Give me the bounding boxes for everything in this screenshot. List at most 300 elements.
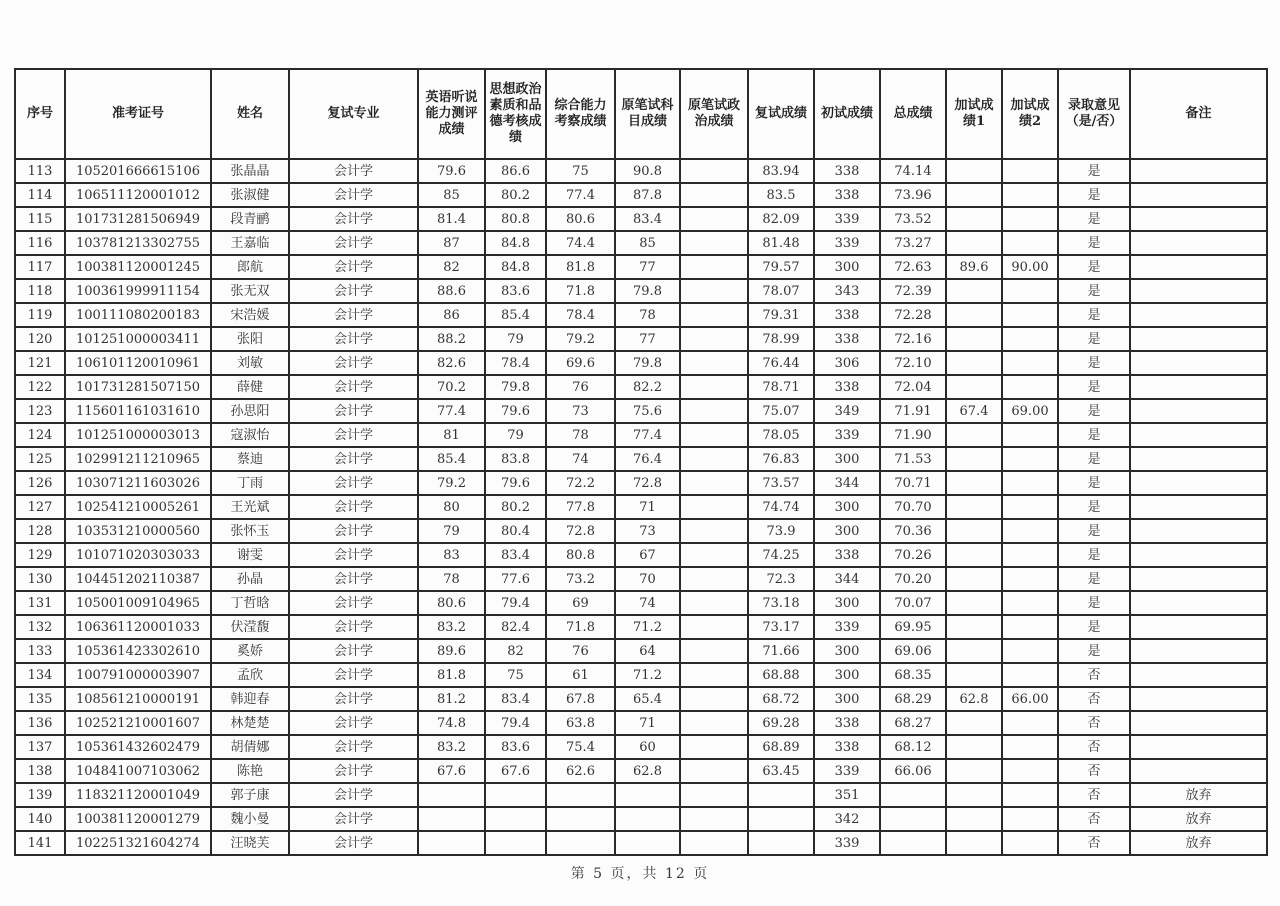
table-cell: 300	[814, 687, 880, 711]
table-cell: 104451202110387	[65, 567, 211, 591]
table-cell	[680, 519, 748, 543]
header-cell: 加试成绩1	[946, 69, 1002, 159]
table-cell	[1002, 423, 1058, 447]
table-cell: 张淑健	[211, 183, 289, 207]
table-cell: 108561210000191	[65, 687, 211, 711]
table-cell: 否	[1058, 711, 1130, 735]
table-cell	[615, 783, 680, 807]
table-cell: 82.2	[615, 375, 680, 399]
table-cell: 67	[615, 543, 680, 567]
table-cell: 韩迎春	[211, 687, 289, 711]
table-cell	[946, 207, 1002, 231]
table-row	[15, 663, 1267, 687]
header-cell: 总成绩	[880, 69, 946, 159]
table-row	[15, 303, 1267, 327]
table-cell: 会计学	[289, 591, 418, 615]
table-cell: 会计学	[289, 687, 418, 711]
table-cell: 71.91	[880, 399, 946, 423]
table-cell: 73	[615, 519, 680, 543]
table-cell	[946, 543, 1002, 567]
table-cell	[946, 159, 1002, 183]
table-row	[15, 807, 1267, 831]
table-cell	[946, 735, 1002, 759]
table-cell: 77.6	[485, 567, 546, 591]
table-row	[15, 543, 1267, 567]
table-cell: 71.90	[880, 423, 946, 447]
table-cell: 339	[814, 831, 880, 855]
table-cell: 78.4	[485, 351, 546, 375]
table-cell: 130	[15, 567, 65, 591]
table-cell: 张无双	[211, 279, 289, 303]
table-cell: 103781213302755	[65, 231, 211, 255]
table-cell: 会计学	[289, 783, 418, 807]
table-cell	[1130, 759, 1267, 783]
table-cell: 72.3	[748, 567, 814, 591]
table-cell: 339	[814, 231, 880, 255]
table-cell: 80.8	[546, 543, 615, 567]
table-cell: 351	[814, 783, 880, 807]
table-cell: 69.95	[880, 615, 946, 639]
table-cell	[1002, 159, 1058, 183]
header-cell: 英语听说能力测评成绩	[418, 69, 485, 159]
table-cell	[1002, 183, 1058, 207]
table-cell: 刘敏	[211, 351, 289, 375]
table-cell: 79.4	[485, 711, 546, 735]
table-cell: 140	[15, 807, 65, 831]
table-row	[15, 399, 1267, 423]
table-cell: 会计学	[289, 543, 418, 567]
table-cell: 68.35	[880, 663, 946, 687]
table-cell	[418, 807, 485, 831]
table-cell: 73.9	[748, 519, 814, 543]
table-cell: 74.25	[748, 543, 814, 567]
table-row	[15, 831, 1267, 855]
table-cell: 74.74	[748, 495, 814, 519]
table-cell	[680, 183, 748, 207]
table-cell: 薛健	[211, 375, 289, 399]
table-cell: 74	[615, 591, 680, 615]
table-cell: 78.05	[748, 423, 814, 447]
table-cell: 339	[814, 759, 880, 783]
header-cell: 综合能力考察成绩	[546, 69, 615, 159]
table-cell: 69	[546, 591, 615, 615]
table-cell: 87.8	[615, 183, 680, 207]
table-cell: 会计学	[289, 471, 418, 495]
table-cell: 77.4	[615, 423, 680, 447]
table-cell: 是	[1058, 423, 1130, 447]
table-cell	[946, 327, 1002, 351]
table-cell: 会计学	[289, 519, 418, 543]
header-cell: 备注	[1130, 69, 1267, 159]
table-cell: 300	[814, 639, 880, 663]
table-cell: 会计学	[289, 375, 418, 399]
header-cell: 加试成绩2	[1002, 69, 1058, 159]
table-cell	[946, 591, 1002, 615]
table-cell: 338	[814, 183, 880, 207]
table-cell: 79.8	[485, 375, 546, 399]
table-cell: 68.12	[880, 735, 946, 759]
table-cell: 62.8	[615, 759, 680, 783]
table-cell: 114	[15, 183, 65, 207]
table-cell	[680, 663, 748, 687]
table-cell: 79.8	[615, 279, 680, 303]
table-cell: 119	[15, 303, 65, 327]
table-cell: 72.04	[880, 375, 946, 399]
table-row	[15, 207, 1267, 231]
table-cell: 77.8	[546, 495, 615, 519]
table-cell: 100361999911154	[65, 279, 211, 303]
table-cell: 73	[546, 399, 615, 423]
table-cell: 81.48	[748, 231, 814, 255]
table-cell: 64	[615, 639, 680, 663]
table-cell	[680, 279, 748, 303]
table-row	[15, 495, 1267, 519]
table-cell: 孙晶	[211, 567, 289, 591]
table-cell: 77.4	[418, 399, 485, 423]
table-cell: 是	[1058, 399, 1130, 423]
table-cell: 73.27	[880, 231, 946, 255]
table-row	[15, 471, 1267, 495]
table-cell	[680, 255, 748, 279]
table-cell: 72.39	[880, 279, 946, 303]
table-cell: 80	[418, 495, 485, 519]
table-cell: 77.4	[546, 183, 615, 207]
table-cell: 78	[615, 303, 680, 327]
table-cell: 86.6	[485, 159, 546, 183]
table-cell: 71	[615, 495, 680, 519]
table-cell: 103071211603026	[65, 471, 211, 495]
table-cell	[680, 759, 748, 783]
header-cell: 原笔试科目成绩	[615, 69, 680, 159]
table-cell	[1130, 591, 1267, 615]
table-cell	[946, 351, 1002, 375]
table-cell: 300	[814, 495, 880, 519]
table-cell: 是	[1058, 207, 1130, 231]
table-cell: 66.00	[1002, 687, 1058, 711]
table-cell	[946, 807, 1002, 831]
table-cell: 会计学	[289, 159, 418, 183]
table-cell	[1002, 639, 1058, 663]
table-cell	[680, 231, 748, 255]
table-cell: 87	[418, 231, 485, 255]
table-cell: 103531210000560	[65, 519, 211, 543]
table-cell: 71.8	[546, 615, 615, 639]
table-cell: 343	[814, 279, 880, 303]
table-cell: 116	[15, 231, 65, 255]
table-cell: 会计学	[289, 615, 418, 639]
table-cell	[680, 159, 748, 183]
table-cell	[1002, 495, 1058, 519]
table-cell: 63.45	[748, 759, 814, 783]
header-cell: 准考证号	[65, 69, 211, 159]
table-cell	[1002, 567, 1058, 591]
table-cell: 71.53	[880, 447, 946, 471]
table-cell: 是	[1058, 495, 1130, 519]
table-cell	[946, 711, 1002, 735]
table-cell: 是	[1058, 447, 1130, 471]
table-cell: 79	[418, 519, 485, 543]
table-cell: 84.8	[485, 231, 546, 255]
table-row	[15, 159, 1267, 183]
table-cell	[680, 831, 748, 855]
table-cell	[946, 279, 1002, 303]
table-cell: 是	[1058, 591, 1130, 615]
table-cell: 是	[1058, 543, 1130, 567]
table-cell: 69.06	[880, 639, 946, 663]
table-cell: 349	[814, 399, 880, 423]
table-cell: 100381120001245	[65, 255, 211, 279]
table-cell: 342	[814, 807, 880, 831]
table-cell	[1130, 567, 1267, 591]
table-row	[15, 759, 1267, 783]
table-cell: 是	[1058, 279, 1130, 303]
table-cell: 115601161031610	[65, 399, 211, 423]
table-cell: 88.2	[418, 327, 485, 351]
table-cell: 83.6	[485, 735, 546, 759]
table-cell: 张晶晶	[211, 159, 289, 183]
table-body	[15, 159, 1267, 855]
table-cell	[946, 495, 1002, 519]
table-cell: 72.8	[546, 519, 615, 543]
table-cell	[1130, 471, 1267, 495]
table-cell: 134	[15, 663, 65, 687]
table-cell: 80.6	[418, 591, 485, 615]
header-cell: 复试专业	[289, 69, 418, 159]
table-cell: 80.2	[485, 183, 546, 207]
table-cell: 蔡迪	[211, 447, 289, 471]
table-cell: 83.2	[418, 615, 485, 639]
table-cell: 344	[814, 471, 880, 495]
table-cell	[1002, 279, 1058, 303]
table-cell: 73.17	[748, 615, 814, 639]
table-cell: 68.88	[748, 663, 814, 687]
table-cell	[880, 831, 946, 855]
table-cell: 会计学	[289, 447, 418, 471]
table-cell: 83.6	[485, 279, 546, 303]
header-cell: 初试成绩	[814, 69, 880, 159]
table-row	[15, 639, 1267, 663]
header-cell: 姓名	[211, 69, 289, 159]
table-cell: 70.20	[880, 567, 946, 591]
table-cell: 会计学	[289, 303, 418, 327]
table-cell: 72.2	[546, 471, 615, 495]
table-cell: 是	[1058, 303, 1130, 327]
table-cell: 106361120001033	[65, 615, 211, 639]
table-cell: 会计学	[289, 759, 418, 783]
table-cell	[748, 807, 814, 831]
table-cell: 90.00	[1002, 255, 1058, 279]
table-cell	[1130, 663, 1267, 687]
table-cell: 79	[485, 423, 546, 447]
table-cell: 会计学	[289, 831, 418, 855]
table-cell: 101731281506949	[65, 207, 211, 231]
table-cell: 73.2	[546, 567, 615, 591]
table-cell: 76	[546, 375, 615, 399]
table-cell: 80.4	[485, 519, 546, 543]
table-cell	[680, 471, 748, 495]
table-cell	[680, 423, 748, 447]
table-cell: 71.8	[546, 279, 615, 303]
table-cell	[1002, 711, 1058, 735]
table-cell: 会计学	[289, 399, 418, 423]
table-cell: 339	[814, 207, 880, 231]
page-footer: 第 5 页，共 12 页	[570, 866, 710, 882]
table-cell: 300	[814, 447, 880, 471]
table-cell: 62.8	[946, 687, 1002, 711]
table-cell: 会计学	[289, 639, 418, 663]
table-cell	[946, 471, 1002, 495]
table-cell: 105001009104965	[65, 591, 211, 615]
table-cell: 101251000003411	[65, 327, 211, 351]
table-cell: 71	[615, 711, 680, 735]
table-cell	[946, 423, 1002, 447]
table-cell: 81.2	[418, 687, 485, 711]
table-cell	[1130, 519, 1267, 543]
table-cell: 82.09	[748, 207, 814, 231]
table-cell	[680, 207, 748, 231]
table-cell	[946, 639, 1002, 663]
table-cell	[1130, 207, 1267, 231]
table-cell: 65.4	[615, 687, 680, 711]
table-cell	[946, 567, 1002, 591]
table-cell	[880, 807, 946, 831]
table-cell: 胡倩娜	[211, 735, 289, 759]
table-cell	[946, 783, 1002, 807]
table-cell: 78	[418, 567, 485, 591]
table-cell	[680, 327, 748, 351]
table-cell	[1130, 327, 1267, 351]
table-cell: 70	[615, 567, 680, 591]
table-cell: 81	[418, 423, 485, 447]
table-cell: 82.4	[485, 615, 546, 639]
table-cell	[680, 591, 748, 615]
header-cell: 复试成绩	[748, 69, 814, 159]
table-cell: 85.4	[418, 447, 485, 471]
table-cell	[1002, 303, 1058, 327]
table-cell: 105361423302610	[65, 639, 211, 663]
table-cell: 77	[615, 255, 680, 279]
table-cell	[680, 783, 748, 807]
table-cell	[680, 495, 748, 519]
table-cell: 78.4	[546, 303, 615, 327]
table-row	[15, 255, 1267, 279]
table-cell: 82	[418, 255, 485, 279]
table-cell: 118321120001049	[65, 783, 211, 807]
table-cell: 是	[1058, 567, 1130, 591]
table-cell: 魏小曼	[211, 807, 289, 831]
table-cell: 是	[1058, 159, 1130, 183]
table-cell: 68.72	[748, 687, 814, 711]
table-cell: 102521210001607	[65, 711, 211, 735]
table-cell	[546, 831, 615, 855]
table-cell: 宋浩媛	[211, 303, 289, 327]
table-cell	[946, 231, 1002, 255]
table-cell: 102541210005261	[65, 495, 211, 519]
table-cell	[680, 543, 748, 567]
table-cell: 79.6	[485, 399, 546, 423]
table-cell	[946, 663, 1002, 687]
table-cell	[680, 615, 748, 639]
table-cell: 74.8	[418, 711, 485, 735]
table-cell: 90.8	[615, 159, 680, 183]
table-cell: 89.6	[946, 255, 1002, 279]
table-cell: 68.27	[880, 711, 946, 735]
header-row	[15, 69, 1267, 159]
table-cell	[1002, 207, 1058, 231]
table-cell	[680, 711, 748, 735]
table-cell: 122	[15, 375, 65, 399]
table-cell: 106101120010961	[65, 351, 211, 375]
table-cell	[680, 351, 748, 375]
table-cell	[1002, 543, 1058, 567]
table-cell: 82.6	[418, 351, 485, 375]
table-cell	[1130, 711, 1267, 735]
table-row	[15, 279, 1267, 303]
table-cell: 是	[1058, 519, 1130, 543]
table-cell: 放弃	[1130, 807, 1267, 831]
table-cell: 是	[1058, 615, 1130, 639]
table-cell	[1130, 447, 1267, 471]
table-cell	[748, 831, 814, 855]
table-cell	[1130, 159, 1267, 183]
table-cell: 85.4	[485, 303, 546, 327]
table-cell: 339	[814, 615, 880, 639]
table-row	[15, 783, 1267, 807]
table-cell: 137	[15, 735, 65, 759]
table-cell: 338	[814, 711, 880, 735]
table-cell: 是	[1058, 183, 1130, 207]
table-cell: 70.70	[880, 495, 946, 519]
table-cell: 王嘉临	[211, 231, 289, 255]
header-cell: 录取意见（是/否）	[1058, 69, 1130, 159]
table-cell: 会计学	[289, 423, 418, 447]
table-cell: 会计学	[289, 351, 418, 375]
table-cell	[1130, 495, 1267, 519]
table-cell: 79.57	[748, 255, 814, 279]
table-cell: 139	[15, 783, 65, 807]
table-cell: 会计学	[289, 663, 418, 687]
table-cell	[680, 447, 748, 471]
table-cell: 81.8	[546, 255, 615, 279]
table-cell: 104841007103062	[65, 759, 211, 783]
table-cell: 孟欣	[211, 663, 289, 687]
table-cell: 300	[814, 663, 880, 687]
table-cell	[1130, 399, 1267, 423]
table-cell: 74.14	[880, 159, 946, 183]
table-cell: 67.8	[546, 687, 615, 711]
table-cell: 70.71	[880, 471, 946, 495]
table-cell: 78.99	[748, 327, 814, 351]
table-cell: 125	[15, 447, 65, 471]
table-cell: 79	[485, 327, 546, 351]
table-cell: 70.26	[880, 543, 946, 567]
table-cell: 否	[1058, 831, 1130, 855]
table-cell	[1130, 255, 1267, 279]
table-cell: 汪晓芙	[211, 831, 289, 855]
table-cell: 115	[15, 207, 65, 231]
table-cell: 300	[814, 255, 880, 279]
table-cell: 是	[1058, 231, 1130, 255]
table-row	[15, 423, 1267, 447]
table-cell	[1002, 471, 1058, 495]
table-cell: 王光斌	[211, 495, 289, 519]
table-cell: 74.4	[546, 231, 615, 255]
table-cell	[1130, 639, 1267, 663]
table-cell: 会计学	[289, 711, 418, 735]
table-cell: 68.89	[748, 735, 814, 759]
table-cell	[1130, 543, 1267, 567]
table-header	[15, 69, 1267, 159]
